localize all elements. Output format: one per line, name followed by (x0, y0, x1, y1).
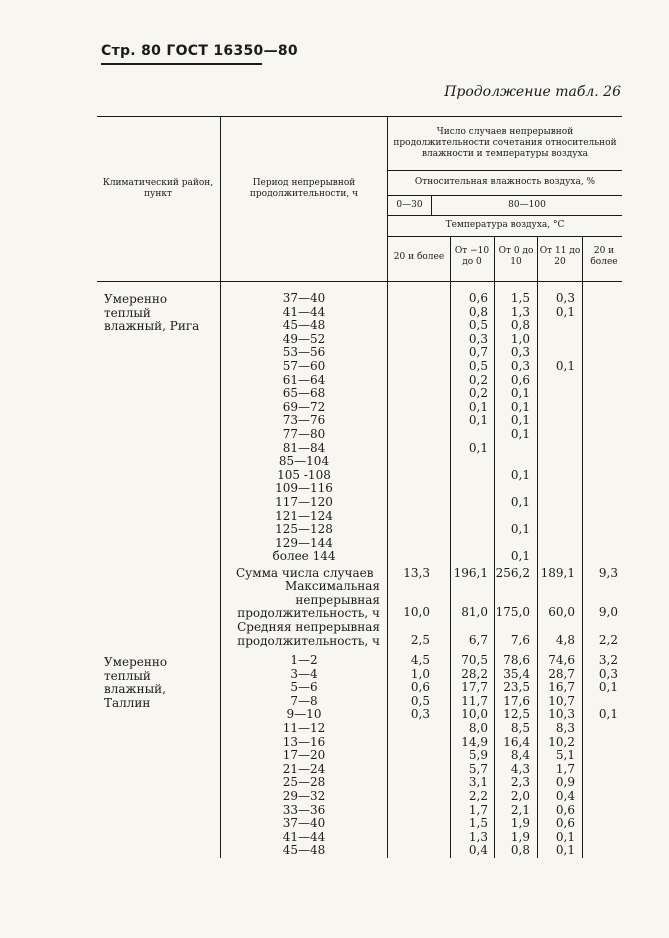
summary-value-cell: 175,0 (495, 605, 530, 619)
period-cell: 9—10 (286, 707, 322, 722)
value-cell: 1,9 (510, 816, 530, 831)
table-row (0, 804, 669, 818)
table-row (0, 333, 669, 347)
period-cell: 129—144 (275, 535, 333, 550)
value-cell: 0,1 (555, 843, 575, 858)
period-cell: 117—120 (275, 495, 333, 509)
table-row (0, 306, 669, 320)
value-cell: 0,1 (510, 549, 530, 564)
header-humidity-high: 80—100 (508, 200, 546, 210)
header-temp-col-1: 20 и более (393, 252, 445, 262)
table-row (0, 749, 669, 763)
period-cell: 13—16 (282, 734, 326, 749)
table-row (0, 654, 669, 668)
value-cell: 0,1 (468, 440, 488, 455)
period-cell: 25—28 (282, 775, 326, 790)
value-cell: 0,3 (555, 291, 575, 305)
table-row (0, 496, 669, 510)
value-cell: 0,1 (468, 399, 488, 414)
period-cell: 37—40 (282, 291, 326, 305)
table-row (0, 523, 669, 537)
value-cell: 0,1 (510, 522, 530, 537)
value-cell: 4,3 (510, 761, 530, 776)
table-row (0, 469, 669, 483)
period-cell: 3—4 (290, 666, 318, 681)
value-cell: 35,4 (503, 666, 530, 681)
value-cell: 3,2 (598, 653, 618, 667)
table-row (0, 401, 669, 415)
value-cell: 0,1 (510, 413, 530, 428)
humidity-header-rule (387, 195, 622, 196)
value-cell: 17,7 (461, 680, 488, 695)
table-row (0, 360, 669, 374)
value-cell: 17,6 (503, 693, 530, 708)
value-cell: 1,0 (410, 666, 430, 681)
summary-value-cell: 196,1 (453, 566, 488, 580)
period-cell: 109—116 (275, 481, 333, 496)
value-cell: 0,7 (468, 345, 488, 360)
summary-value-cell: 2,5 (410, 633, 430, 647)
period-cell: 17—20 (282, 748, 326, 763)
value-cell: 1,3 (468, 829, 488, 844)
summary-avg-label: Средняя непрерывная продолжительность, ч (237, 620, 380, 648)
value-cell: 10,2 (548, 734, 575, 749)
summary-value-cell: 4,8 (555, 633, 575, 647)
header-period: Период непрерывной продолжительности, ч (249, 178, 359, 199)
summary-max-row (0, 606, 669, 620)
value-cell: 2,0 (510, 789, 530, 803)
value-cell: 0,3 (468, 331, 488, 346)
value-cell: 2,2 (468, 789, 488, 803)
period-cell: 5—6 (290, 680, 318, 695)
summary-value-cell: 10,0 (403, 605, 430, 619)
header-region: Климатический район, пункт (102, 178, 214, 199)
header-humidity-low: 0—30 (396, 200, 423, 210)
table-row (0, 292, 669, 306)
summary-value-cell: 7,6 (510, 633, 530, 647)
summary-avg-row (0, 634, 669, 648)
region-label-tallinn: Умеренно теплый влажный, Таллин (104, 655, 168, 710)
value-cell: 1,5 (468, 816, 488, 831)
period-cell: 29—32 (282, 789, 326, 803)
value-cell: 8,4 (510, 748, 530, 763)
period-cell: 53—56 (282, 345, 326, 360)
period-cell: более 144 (272, 549, 336, 564)
value-cell: 0,3 (410, 707, 430, 722)
value-cell: 0,1 (510, 495, 530, 509)
table-row (0, 681, 669, 695)
summary-value-cell: 60,0 (548, 605, 575, 619)
period-cell: 11—12 (282, 721, 326, 735)
value-cell: 74,6 (548, 653, 575, 667)
period-cell: 73—76 (282, 413, 326, 428)
value-cell: 0,3 (510, 359, 530, 373)
value-cell: 0,1 (598, 680, 618, 695)
period-cell: 7—8 (290, 693, 318, 708)
table-top-rule (97, 116, 622, 117)
value-cell: 10,0 (461, 707, 488, 722)
page-header: Стр. 80 ГОСТ 16350—80 (101, 43, 298, 59)
value-cell: 78,6 (503, 653, 530, 667)
summary-value-cell: 6,7 (468, 633, 488, 647)
table-row (0, 708, 669, 722)
summary-max-label: Максимальная непрерывная продолжительность, ч (237, 579, 380, 621)
header-temp-col-5: 20 и более (590, 246, 618, 267)
summary-value-cell: 189,1 (540, 566, 575, 580)
period-cell: 41—44 (282, 304, 326, 319)
period-cell: 81—84 (282, 440, 326, 455)
value-cell: 0,1 (510, 467, 530, 482)
value-cell: 0,1 (510, 427, 530, 441)
value-cell: 70,5 (461, 653, 488, 667)
table-header-bottom-rule (97, 281, 622, 282)
region-label-riga: Умеренно теплый влажный, Рига (104, 292, 200, 334)
value-cell: 0,1 (555, 829, 575, 844)
header-count: Число случаев непрерывной продолжительности сочетания относительной влажности и температуры воздуха (393, 127, 617, 159)
summary-value-cell: 81,0 (461, 605, 488, 619)
summary-total-label: Сумма числа случаев (236, 566, 374, 580)
value-cell: 0,6 (555, 802, 575, 817)
value-cell: 0,9 (555, 775, 575, 790)
table-row (0, 442, 669, 456)
value-cell: 23,5 (503, 680, 530, 695)
header-humidity: Относительная влажность воздуха, % (414, 177, 596, 187)
value-cell: 0,1 (510, 386, 530, 401)
table-row (0, 790, 669, 804)
value-cell: 0,3 (510, 345, 530, 360)
period-cell: 21—24 (282, 761, 326, 776)
header-temp-col-4: От 11 до 20 (539, 246, 581, 267)
value-cell: 0,1 (510, 399, 530, 414)
table-row (0, 346, 669, 360)
table-row (0, 550, 669, 564)
period-cell: 125—128 (275, 522, 333, 537)
table-row (0, 374, 669, 388)
value-cell: 1,5 (510, 291, 530, 305)
table-row (0, 668, 669, 682)
value-cell: 0,6 (468, 291, 488, 305)
value-cell: 0,4 (468, 843, 488, 858)
table-row (0, 510, 669, 524)
summary-total-row (0, 567, 669, 581)
table-row (0, 482, 669, 496)
table-row (0, 831, 669, 845)
period-cell: 49—52 (282, 331, 326, 346)
period-cell: 37—40 (282, 816, 326, 831)
value-cell: 16,7 (548, 680, 575, 695)
period-cell: 85—104 (278, 454, 330, 469)
value-cell: 5,7 (468, 761, 488, 776)
period-cell: 105 -108 (277, 467, 331, 482)
value-cell: 4,5 (410, 653, 430, 667)
value-cell: 3,1 (468, 775, 488, 790)
value-cell: 0,6 (555, 816, 575, 831)
value-cell: 16,4 (503, 734, 530, 749)
value-cell: 0,2 (468, 372, 488, 387)
value-cell: 1,9 (510, 829, 530, 844)
value-cell: 11,7 (461, 693, 488, 708)
value-cell: 2,3 (510, 775, 530, 790)
humidity-range-rule (387, 215, 622, 216)
value-cell: 0,2 (468, 386, 488, 401)
period-cell: 45—48 (282, 318, 326, 333)
header-rule (101, 63, 262, 65)
period-cell: 77—80 (282, 427, 326, 441)
value-cell: 0,1 (468, 413, 488, 428)
summary-value-cell: 2,2 (598, 633, 618, 647)
period-cell: 45—48 (282, 843, 326, 858)
table-row (0, 695, 669, 709)
value-cell: 0,6 (510, 372, 530, 387)
value-cell: 0,8 (468, 304, 488, 319)
table-row (0, 736, 669, 750)
table-row (0, 455, 669, 469)
value-cell: 14,9 (461, 734, 488, 749)
value-cell: 12,5 (503, 707, 530, 722)
count-header-rule (387, 170, 622, 171)
temperature-header-rule (387, 236, 622, 237)
period-cell: 69—72 (282, 399, 326, 414)
value-cell: 2,1 (510, 802, 530, 817)
value-cell: 0,5 (468, 318, 488, 333)
value-cell: 0,8 (510, 318, 530, 333)
value-cell: 0,4 (555, 789, 575, 803)
value-cell: 8,0 (468, 721, 488, 735)
value-cell: 0,6 (410, 680, 430, 695)
table-continuation-title: Продолжение табл. 26 (444, 84, 621, 100)
value-cell: 1,7 (468, 802, 488, 817)
summary-value-cell: 9,3 (598, 566, 618, 580)
period-cell: 1—2 (290, 653, 318, 667)
value-cell: 5,1 (555, 748, 575, 763)
value-cell: 8,5 (510, 721, 530, 735)
table-row (0, 414, 669, 428)
table-row (0, 817, 669, 831)
header-temperature: Температура воздуха, °С (445, 220, 565, 230)
period-cell: 65—68 (282, 386, 326, 401)
table-row (0, 763, 669, 777)
value-cell: 28,7 (548, 666, 575, 681)
value-cell: 0,5 (410, 693, 430, 708)
table-row (0, 776, 669, 790)
summary-value-cell: 256,2 (495, 566, 530, 580)
value-cell: 0,1 (555, 359, 575, 373)
table-row (0, 387, 669, 401)
period-cell: 121—124 (275, 508, 333, 523)
summary-value-cell: 13,3 (403, 566, 430, 580)
value-cell: 0,3 (598, 666, 618, 681)
table-row (0, 844, 669, 858)
value-cell: 10,3 (548, 707, 575, 722)
period-cell: 61—64 (282, 372, 326, 387)
table-row (0, 722, 669, 736)
value-cell: 0,5 (468, 359, 488, 373)
value-cell: 1,0 (510, 331, 530, 346)
table-row (0, 428, 669, 442)
value-cell: 1,7 (555, 761, 575, 776)
period-cell: 33—36 (282, 802, 326, 817)
summary-value-cell: 9,0 (598, 605, 618, 619)
value-cell: 1,3 (510, 304, 530, 319)
value-cell: 8,3 (555, 721, 575, 735)
value-cell: 5,9 (468, 748, 488, 763)
value-cell: 0,1 (555, 304, 575, 319)
value-cell: 28,2 (461, 666, 488, 681)
value-cell: 0,1 (598, 707, 618, 722)
table-row (0, 319, 669, 333)
value-cell: 0,8 (510, 843, 530, 858)
table-row (0, 537, 669, 551)
period-cell: 57—60 (282, 359, 326, 373)
period-cell: 41—44 (282, 829, 326, 844)
value-cell: 10,7 (548, 693, 575, 708)
header-temp-col-3: От 0 до 10 (498, 246, 534, 267)
header-temp-col-2: От −10 до 0 (454, 246, 490, 267)
